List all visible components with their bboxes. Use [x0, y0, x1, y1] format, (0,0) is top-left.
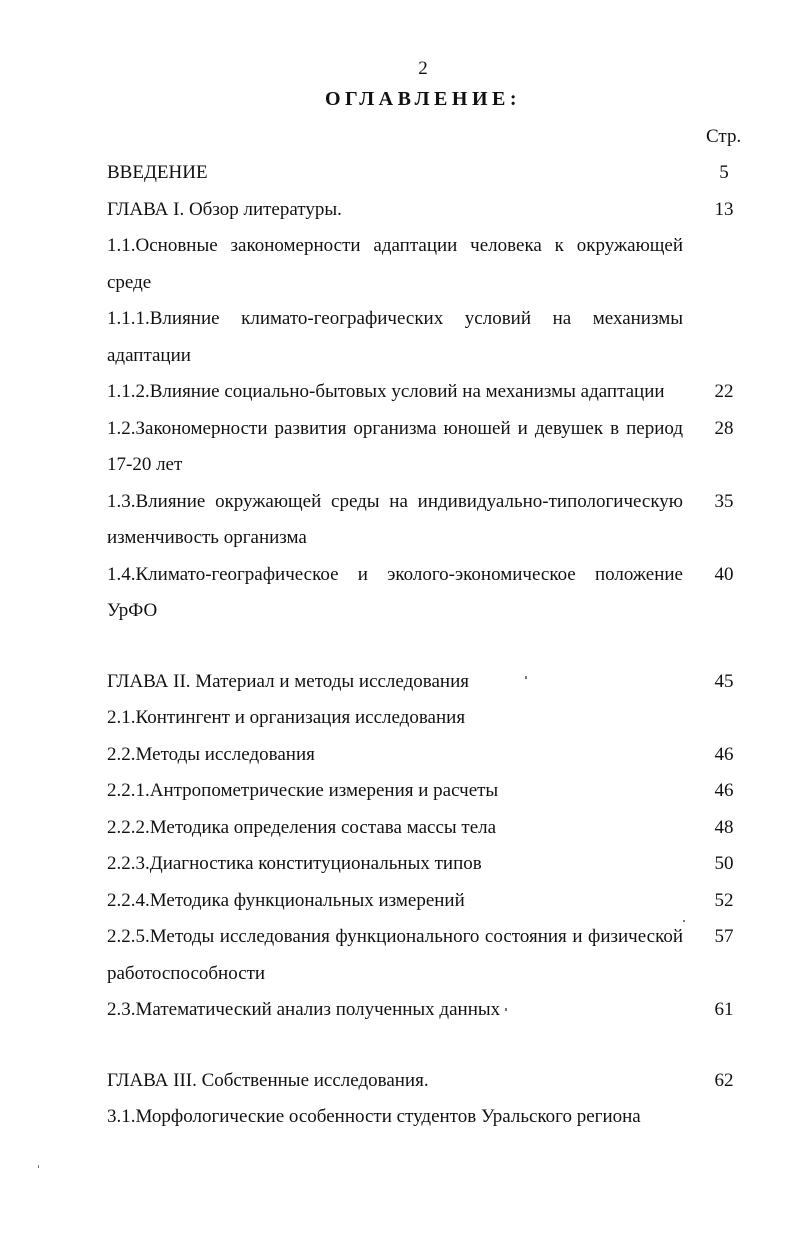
toc-entry-page: 35 — [714, 490, 734, 512]
toc-entry-2-3 — [0, 992, 796, 1029]
scan-speck — [505, 1008, 507, 1011]
toc-entry-page: 46 — [714, 780, 734, 801]
toc-entry-chapter-1 — [0, 192, 796, 229]
toc-entry-title: 1.3.Влияние окружающей среды на индивидуально-типологическую изменчивость организма — [107, 490, 683, 548]
toc-entry-2-2 — [0, 737, 796, 774]
toc-entry-2-1 — [0, 700, 796, 737]
toc-entry-1-4 — [0, 557, 796, 630]
section-spacer — [0, 630, 796, 664]
toc-entry-3-1 — [0, 1099, 796, 1136]
toc-entry-introduction — [0, 155, 796, 192]
scan-speck — [683, 920, 685, 922]
toc-entry-1-1-2 — [0, 374, 796, 411]
toc-entry-title: 2.2.4.Методика функциональных измерений — [107, 889, 465, 911]
toc-entry-1-1 — [0, 228, 796, 301]
toc-entry-2-2-3 — [0, 846, 796, 883]
toc-entry-title: 1.1.1.Влияние климато-географических условий на механизмы адаптации — [107, 308, 683, 366]
toc-entry-title: 2.2.2.Методика определения состава массы тела — [107, 816, 497, 838]
toc-entry-page: 61 — [714, 999, 734, 1020]
toc-entry-2-2-2 — [0, 810, 796, 847]
toc-entry-page: 45 — [714, 670, 734, 692]
table-of-contents — [0, 155, 796, 1136]
toc-entry-title: 1.1.2.Влияние социально-бытовых условий на механизмы адаптации — [107, 381, 665, 402]
toc-entry-page: 50 — [714, 853, 734, 874]
toc-entry-1-2 — [0, 411, 796, 484]
toc-entry-page: 62 — [714, 1069, 734, 1091]
toc-entry-title: ВВЕДЕНИЕ — [107, 162, 208, 183]
toc-entry-title: ГЛАВА II. Материал и методы исследования — [107, 670, 469, 692]
toc-entry-page: 28 — [714, 417, 734, 439]
toc-entry-title: 1.2.Закономерности развития организма юношей и девушек в период 17-20 лет — [107, 417, 683, 475]
toc-entry-2-2-4 — [0, 883, 796, 920]
toc-entry-title: 1.1.Основные закономерности адаптации человека к окружающей среде — [107, 235, 683, 293]
toc-entry-chapter-2 — [0, 664, 796, 701]
toc-entry-2-2-1 — [0, 773, 796, 810]
toc-entry-title: 2.3.Математический анализ полученных данных — [107, 999, 501, 1020]
toc-entry-title: 2.2.3.Диагностика конституциональных типов — [107, 853, 482, 874]
toc-entry-2-2-5 — [0, 919, 796, 992]
toc-entry-title: ГЛАВА III. Собственные исследования. — [107, 1069, 429, 1091]
page-number: 2 — [418, 58, 428, 79]
scan-speck — [525, 676, 527, 679]
toc-entry-page: 40 — [714, 563, 734, 585]
toc-entry-title: 1.4.Климато-географическое и эколого-экономическое положение УрФО — [107, 563, 683, 621]
toc-entry-title: 2.2.5.Методы исследования функционального состояния и физической работоспособности — [107, 926, 683, 984]
toc-entry-1-3 — [0, 484, 796, 557]
toc-entry-chapter-3 — [0, 1063, 796, 1100]
section-spacer — [0, 1029, 796, 1063]
page-column-label: Стр. — [706, 126, 742, 147]
page-title: ОГЛАВЛЕНИЕ: — [324, 88, 522, 110]
toc-entry-title: 2.2.Методы исследования — [107, 743, 315, 765]
toc-entry-title: 3.1.Морфологические особенности студентов Уральского региона — [107, 1106, 641, 1127]
toc-entry-title: 2.1.Контингент и организация исследования — [107, 707, 466, 728]
toc-entry-page: 22 — [714, 381, 734, 402]
toc-entry-page: 46 — [714, 743, 734, 765]
toc-entry-page: 5 — [719, 162, 729, 183]
scan-speck — [38, 1165, 39, 1168]
toc-entry-1-1-1 — [0, 301, 796, 374]
toc-entry-title: ГЛАВА I. Обзор литературы. — [107, 198, 342, 220]
toc-entry-page: 57 — [714, 926, 734, 947]
toc-entry-page: 52 — [714, 889, 734, 911]
toc-entry-page: 48 — [714, 816, 734, 838]
toc-entry-page: 13 — [714, 198, 734, 220]
toc-entry-title: 2.2.1.Антропометрические измерения и расчеты — [107, 780, 499, 801]
